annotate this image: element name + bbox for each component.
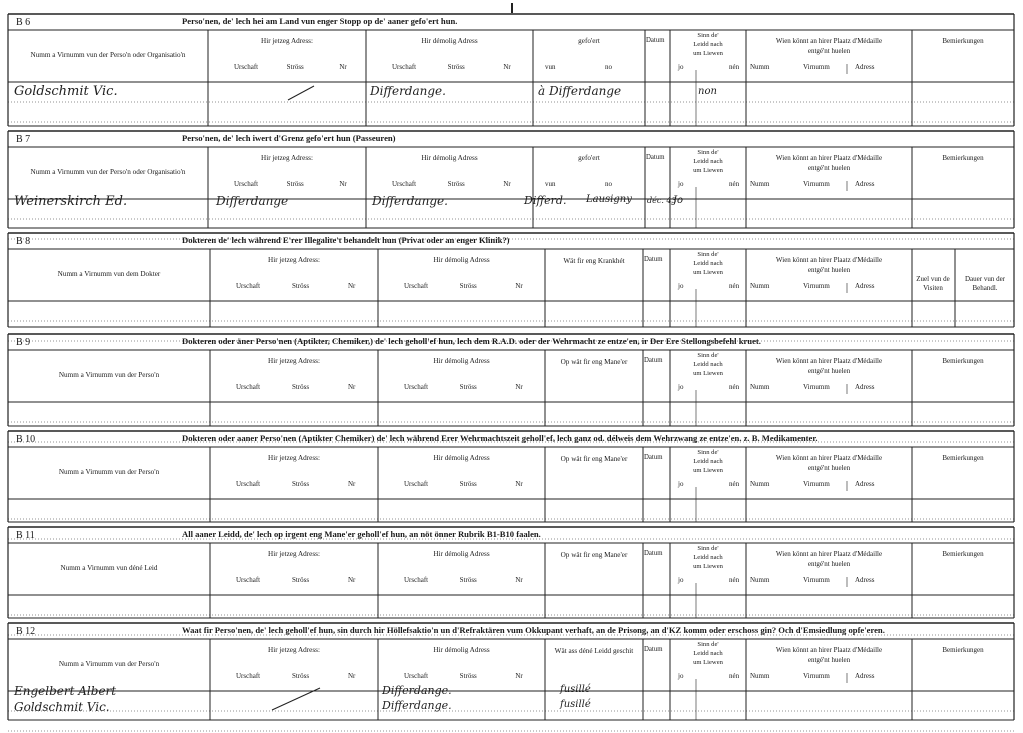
remarks-label: Bemierkungen (942, 550, 984, 558)
address-sub-label: Ströss (447, 63, 465, 71)
medal-label: Wien könnt an hirer Plaatz d'Médaille (775, 37, 883, 45)
yes-label: jo (678, 480, 684, 488)
b7-name-entry[interactable]: Weinerskirch Ed. (14, 194, 128, 209)
address-sub-label: Ströss (292, 282, 310, 290)
transported-label: gefo'ert (578, 154, 600, 162)
medal-address-label: Adress (855, 282, 875, 290)
alive-label: Sinn de' (697, 545, 719, 552)
alive-label: um Liewen (693, 563, 723, 570)
date-label: Datum (644, 357, 663, 364)
section-title: Dokteren de' lech während E'rer Illegalite't behandelt hun (Privat oder an enger Klinik?) (182, 235, 510, 245)
section-title: Perso'nen, de' lech hei am Land vun enger Stopp op de' aaner gefo'ert hun. (182, 16, 458, 26)
former-address-label: Hir démolig Adress (433, 646, 490, 654)
address-sub-label: Urschaft (236, 383, 261, 391)
date-label: Datum (644, 550, 663, 557)
address-sub-label: Nr (348, 576, 356, 584)
duration-label: Dauer vun der Behandl. (964, 275, 1006, 293)
medal-address-label: Adress (855, 180, 875, 188)
address-sub-label: Nr (515, 576, 523, 584)
medal-firstname-label: Virnumm (803, 180, 830, 188)
b12-former-address-entry-2[interactable]: Differdange. (382, 699, 452, 712)
alive-label: Leidd nach (693, 41, 723, 48)
alive-label: um Liewen (693, 659, 723, 666)
date-label: Datum (646, 37, 665, 44)
section-id: B 6 (16, 17, 31, 28)
b7-from-entry[interactable]: Differd. (524, 194, 567, 207)
remarks-label: Bemierkungen (942, 357, 984, 365)
medal-label: Wien könnt an hirer Plaatz d'Médaille (775, 550, 883, 558)
address-sub-label: Urschaft (234, 180, 259, 188)
address-sub-label: Nr (348, 480, 356, 488)
address-sub-label: Nr (503, 180, 511, 188)
former-address-label: Hir démolig Adress (433, 256, 490, 264)
medal-address-label: Adress (855, 672, 875, 680)
address-sub-label: Urschaft (404, 672, 429, 680)
former-address-label: Hir démolig Adress (433, 357, 490, 365)
third-column-label: Wät ass déné Leidd geschit (554, 647, 634, 655)
b12-former-address-entry-1[interactable]: Differdange. (382, 684, 452, 697)
yes-label: jo (678, 383, 684, 391)
address-sub-label: Nr (339, 180, 347, 188)
name-column-label: Numm a Virnumm vun der Perso'n (58, 468, 160, 476)
medal-name-label: Numm (750, 383, 770, 391)
b6-dash-stroke (288, 86, 314, 100)
alive-label: Sinn de' (697, 641, 719, 648)
medal-name-label: Numm (750, 282, 770, 290)
yes-label: jo (678, 282, 684, 290)
medal-name-label: Numm (750, 180, 770, 188)
to-label: no (605, 63, 612, 71)
alive-label: um Liewen (693, 269, 723, 276)
address-sub-label: Nr (348, 383, 356, 391)
current-address-label: Hir jetzeg Adress: (268, 256, 320, 264)
medal-name-label: Numm (750, 672, 770, 680)
medal-name-label: Numm (750, 63, 770, 71)
address-sub-label: Ströss (459, 480, 477, 488)
medal-label: entgé'nt huelen (807, 560, 851, 568)
b6-alive-entry[interactable]: non (698, 86, 717, 97)
no-label: nén (729, 383, 740, 391)
medal-label: Wien könnt an hirer Plaatz d'Médaille (775, 154, 883, 162)
address-sub-label: Urschaft (404, 480, 429, 488)
b6-name-entry[interactable]: Goldschmit Vic. (14, 84, 118, 99)
from-label: vun (545, 180, 556, 188)
current-address-label: Hir jetzeg Adress: (268, 646, 320, 654)
visits-label: Zuel vun de Visiten (916, 275, 950, 293)
medal-label: Wien könnt an hirer Plaatz d'Médaille (775, 646, 883, 654)
section-id: B 9 (16, 337, 31, 348)
address-sub-label: Ströss (286, 63, 304, 71)
no-label: nén (729, 576, 740, 584)
name-column-label: Numm a Virnumm vun der Perso'n (58, 371, 160, 379)
yes-label: jo (678, 63, 684, 71)
address-sub-label: Ströss (292, 480, 310, 488)
medal-label: entgé'nt huelen (807, 266, 851, 274)
former-address-label: Hir démolig Adress (421, 37, 478, 45)
b6-transported-entry[interactable]: à Differdange (538, 84, 622, 98)
alive-label: Sinn de' (697, 251, 719, 258)
third-column-label: Op wät fir eng Mane'er (560, 551, 628, 559)
address-sub-label: Nr (515, 672, 523, 680)
third-column-label: Wät fir eng Krankhét (563, 257, 625, 265)
former-address-label: Hir démolig Adress (433, 550, 490, 558)
b7-to-entry[interactable]: Lausigny (586, 194, 632, 205)
no-label: nén (729, 180, 740, 188)
remarks-label: Bemierkungen (942, 37, 984, 45)
address-sub-label: Ströss (292, 576, 310, 584)
address-sub-label: Nr (515, 383, 523, 391)
address-sub-label: Ströss (447, 180, 465, 188)
remarks-label: Bemierkungen (942, 646, 984, 654)
former-address-label: Hir démolig Adress (433, 454, 490, 462)
address-sub-label: Urschaft (234, 63, 259, 71)
address-sub-label: Ströss (459, 672, 477, 680)
alive-label: Sinn de' (697, 352, 719, 359)
date-label: Datum (644, 646, 663, 653)
address-sub-label: Nr (503, 63, 511, 71)
section-title: Dokteren oder aaner Perso'nen (Aptikter Chemiker) de' lech während Erer Wehrmachtszeit geholl'ef, lech ganz od. délweis dem Wehrzwang ze entze'en. z. B. Medikamenter. (182, 433, 818, 443)
medal-address-label: Adress (855, 576, 875, 584)
remarks-label: Bemierkungen (942, 154, 984, 162)
address-sub-label: Urschaft (404, 383, 429, 391)
medal-name-label: Numm (750, 480, 770, 488)
name-column-label: Numm a Virnumm vun der Perso'n (58, 660, 160, 668)
section-title: All aaner Leidd, de' lech op irgent eng Mane'er geholl'ef hun, an nöt önner Rubrik B1-B10 faalen. (182, 529, 541, 539)
former-address-label: Hir démolig Adress (421, 154, 478, 162)
address-sub-label: Nr (348, 282, 356, 290)
address-sub-label: Urschaft (236, 480, 261, 488)
medal-name-label: Numm (750, 576, 770, 584)
b7-alive-entry[interactable]: Jo (673, 195, 684, 206)
medal-firstname-label: Virnumm (803, 480, 830, 488)
medal-label: entgé'nt huelen (807, 656, 851, 664)
b7-former-address-entry[interactable]: Differdange. (372, 194, 448, 208)
address-sub-label: Nr (348, 672, 356, 680)
section-title: Waat fir Perso'nen, de' lech geholl'ef hun, sin durch hir Höllefsaktio'n un d'Refraktären vum Okkupant verhaft, an de Prisong, an d'KZ komm oder erschoss gin? Och d'Emsiedlung opfe'eren. (182, 625, 885, 635)
name-column-label: Numm a Virnumm vun der Perso'n oder Organisatio'n (30, 51, 186, 59)
address-sub-label: Urschaft (404, 576, 429, 584)
no-label: nén (729, 282, 740, 290)
medal-address-label: Adress (855, 383, 875, 391)
medal-firstname-label: Virnumm (803, 63, 830, 71)
medal-firstname-label: Virnumm (803, 672, 830, 680)
date-label: Datum (644, 256, 663, 263)
medal-address-label: Adress (855, 480, 875, 488)
b6-former-address-entry[interactable]: Differdange. (370, 84, 446, 98)
b12-name-entry-2[interactable]: Goldschmit Vic. (14, 700, 110, 714)
yes-label: jo (678, 180, 684, 188)
address-sub-label: Ströss (292, 383, 310, 391)
section-id: B 12 (16, 626, 36, 637)
alive-label: Sinn de' (697, 449, 719, 456)
current-address-label: Hir jetzeg Adress: (268, 454, 320, 462)
transported-label: gefo'ert (578, 37, 600, 45)
alive-label: Sinn de' (697, 149, 719, 156)
yes-label: jo (678, 672, 684, 680)
yes-label: jo (678, 576, 684, 584)
medal-firstname-label: Virnumm (803, 576, 830, 584)
address-sub-label: Nr (515, 282, 523, 290)
address-sub-label: Urschaft (236, 282, 261, 290)
section-id: B 8 (16, 236, 31, 247)
section-id: B 7 (16, 134, 31, 145)
section-id: B 11 (16, 530, 35, 541)
no-label: nén (729, 480, 740, 488)
current-address-label: Hir jetzeg Adress: (268, 357, 320, 365)
alive-label: Leidd nach (693, 260, 723, 267)
name-column-label: Numm a Virnumm vun dem Dokter (57, 270, 161, 278)
medal-firstname-label: Virnumm (803, 383, 830, 391)
address-sub-label: Nr (339, 63, 347, 71)
medal-firstname-label: Virnumm (803, 282, 830, 290)
b7-current-address-entry[interactable]: Differdange (216, 194, 289, 208)
third-column-label: Op wät fir eng Mane'er (560, 358, 628, 366)
alive-label: Sinn de' (697, 32, 719, 39)
alive-label: um Liewen (693, 467, 723, 474)
from-label: vun (545, 63, 556, 71)
section-title: Perso'nen, de' lech iwert d'Grenz gefo'ert hun (Passeuren) (182, 133, 396, 143)
b12-fate-entry-1[interactable]: fusillé (560, 684, 591, 695)
address-sub-label: Ströss (292, 672, 310, 680)
date-label: Datum (646, 154, 665, 161)
no-label: nén (729, 63, 740, 71)
b12-name-entry-1[interactable]: Engelbert Albert (14, 684, 117, 698)
b7-date-entry[interactable]: déc. 43 (647, 196, 677, 205)
address-sub-label: Urschaft (236, 576, 261, 584)
medal-label: Wien könnt an hirer Plaatz d'Médaille (775, 256, 883, 264)
current-address-label: Hir jetzeg Adress: (268, 550, 320, 558)
date-label: Datum (644, 454, 663, 461)
name-column-label: Numm a Virnumm vun déné Leid (60, 564, 158, 572)
address-sub-label: Urschaft (392, 63, 417, 71)
medal-label: Wien könnt an hirer Plaatz d'Médaille (775, 454, 883, 462)
alive-label: Leidd nach (693, 158, 723, 165)
alive-label: um Liewen (693, 370, 723, 377)
third-column-label: Op wät fir eng Mane'er (560, 455, 628, 463)
medal-label: entgé'nt huelen (807, 47, 851, 55)
remarks-label: Bemierkungen (942, 454, 984, 462)
alive-label: Leidd nach (693, 554, 723, 561)
to-label: no (605, 180, 612, 188)
alive-label: Leidd nach (693, 361, 723, 368)
current-address-label: Hir jetzeg Adress: (261, 37, 313, 45)
alive-label: um Liewen (693, 50, 723, 57)
medal-label: entgé'nt huelen (807, 367, 851, 375)
medal-label: entgé'nt huelen (807, 464, 851, 472)
medal-label: entgé'nt huelen (807, 164, 851, 172)
address-sub-label: Ströss (286, 180, 304, 188)
address-sub-label: Urschaft (392, 180, 417, 188)
alive-label: um Liewen (693, 167, 723, 174)
address-sub-label: Nr (515, 480, 523, 488)
address-sub-label: Ströss (459, 282, 477, 290)
alive-label: Leidd nach (693, 650, 723, 657)
alive-label: Leidd nach (693, 458, 723, 465)
section-id: B 10 (16, 434, 36, 445)
section-title: Dokteren oder äner Perso'nen (Aptikter, Chemiker,) de' lech geholl'ef hun, lech dem R.A.D. oder der Wehrmacht ze entze'en, ir Der Ere Stellongsbefehl kruet. (182, 336, 761, 346)
current-address-label: Hir jetzeg Adress: (261, 154, 313, 162)
address-sub-label: Ströss (459, 576, 477, 584)
address-sub-label: Urschaft (404, 282, 429, 290)
medal-label: Wien könnt an hirer Plaatz d'Médaille (775, 357, 883, 365)
medal-address-label: Adress (855, 63, 875, 71)
no-label: nén (729, 672, 740, 680)
address-sub-label: Ströss (459, 383, 477, 391)
name-column-label: Numm a Virnumm vun der Perso'n oder Organisatio'n (30, 168, 186, 176)
address-sub-label: Urschaft (236, 672, 261, 680)
b12-fate-entry-2[interactable]: fusillé (560, 699, 591, 710)
